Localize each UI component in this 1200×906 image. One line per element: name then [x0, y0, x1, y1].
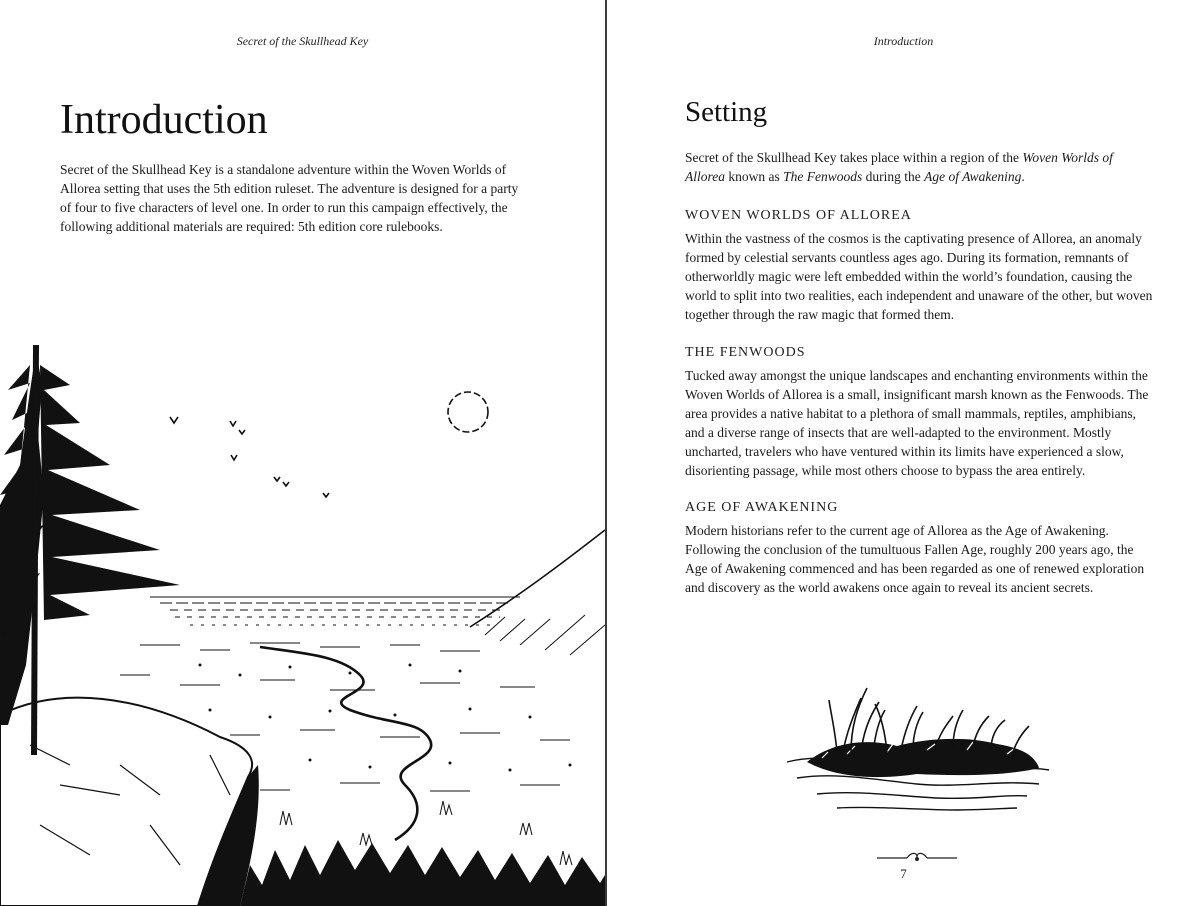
- page-title-introduction: Introduction: [60, 97, 268, 143]
- birds-icon: [170, 417, 329, 497]
- landscape-illustration: [0, 345, 605, 906]
- section-body-fenwoods: Tucked away amongst the unique landscapes and enchanting environments within the Woven Worlds of Allorea is a small, insignificant marsh known as the Fenwoods. The area provides a native habitat to a plethora of small mammals, reptiles, amphibians, and a diverse range of insects that are well-adapted to the environment. Mostly uncharted, travelers who have ventured within its limits have experienced a slow, disorienting passage, while most others choose to bypass the area entirely.: [685, 368, 1149, 478]
- world-name: Woven Worlds of Allorea: [685, 150, 1113, 184]
- intro-paragraph: Secret of the Skullhead Key is a standalone adventure within the Woven Worlds of Allorea setting that uses the 5th edition ruleset. The adventure is designed for a party of four to five characters of level one. In order to run this campaign effectively, the following additional materials are required: 5th edition core rulebooks.: [60, 162, 519, 234]
- section-body-age-of-awakening: Modern historians refer to the current age of Allorea as the Age of Awakening. Following the conclusion of the tumultuous Fallen Age, roughly 200 years ago, the Age of Awakening commenced and has been regarded as one of renewed exploration and discovery as the world awakens once again to reveal its ancient secrets.: [685, 523, 1145, 595]
- setting-intro-paragraph: Secret of the Skullhead Key takes place within a region of the Woven Worlds of Allorea known as The Fenwoods during the Age of Awakening.: [685, 150, 1113, 184]
- pine-tree-icon: [0, 345, 180, 755]
- ornament-divider-icon: [877, 850, 957, 864]
- page-title-setting: Setting: [685, 96, 768, 128]
- section-body-woven-worlds: Within the vastness of the cosmos is the captivating presence of Allorea, an anomaly formed by celestial servants countless ages ago. During its formation, remnants of otherworldly magic were left embedded within the world’s foundation, causing the world to split into two realities, each independent and unaware of the other, but woven together through the raw magic that formed them.: [685, 231, 1153, 322]
- running-head-left: Secret of the Skullhead Key: [236, 34, 369, 48]
- right-page: [607, 0, 1200, 906]
- sun-icon: [448, 392, 488, 432]
- section-title-fenwoods: THE FENWOODS: [685, 345, 806, 360]
- page-number: 7: [900, 866, 907, 881]
- section-title-age-of-awakening: AGE OF AWAKENING: [685, 500, 839, 515]
- section-title-woven-worlds: WOVEN WORLDS OF ALLOREA: [685, 208, 912, 223]
- region-name: The Fenwoods: [783, 169, 863, 184]
- running-head-right: Introduction: [873, 34, 934, 48]
- age-name: Age of Awakening: [924, 169, 1022, 184]
- marsh-illustration: [777, 680, 1057, 825]
